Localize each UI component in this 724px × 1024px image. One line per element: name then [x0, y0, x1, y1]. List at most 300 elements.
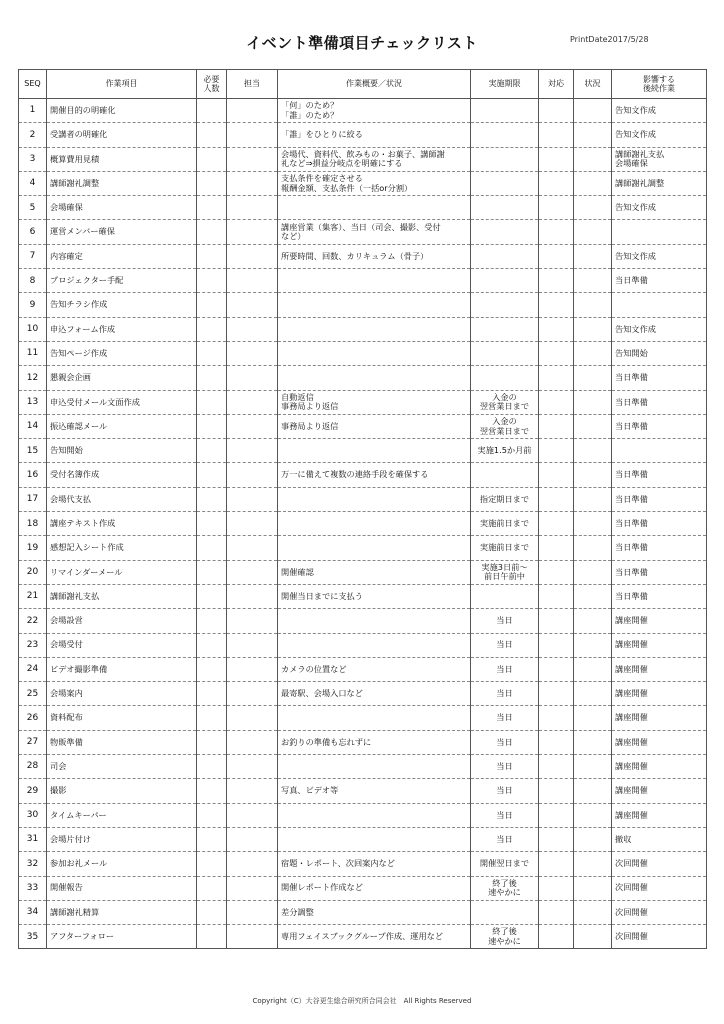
- owner-cell: [227, 803, 278, 827]
- summary-cell: 会場代、資料代、飲みもの・お菓子、講師謝 礼など⇒損益分岐点を明確にする: [278, 147, 471, 171]
- page-title: イベント準備項目チェックリスト: [246, 34, 478, 52]
- seq-cell: 29: [19, 779, 47, 803]
- people-cell: [197, 609, 227, 633]
- owner-cell: [227, 293, 278, 317]
- people-cell: [197, 852, 227, 876]
- deadline-cell: [471, 147, 539, 171]
- deadline-cell: [471, 123, 539, 147]
- task-cell: 感想記入シート作成: [47, 536, 197, 560]
- task-cell: 概算費用見積: [47, 147, 197, 171]
- owner-cell: [227, 633, 278, 657]
- task-cell: 告知開始: [47, 439, 197, 463]
- task-cell: 申込フォーム作成: [47, 317, 197, 341]
- table-row: [19, 123, 707, 147]
- response-cell: [539, 244, 574, 268]
- summary-cell: 写真、ビデオ等: [278, 779, 471, 803]
- table-row: [19, 244, 707, 268]
- affects-cell: 講座開催: [612, 706, 707, 730]
- task-cell: 受講者の明確化: [47, 123, 197, 147]
- affects-cell: 講座開催: [612, 730, 707, 754]
- header-affects: 影響する 後続作業: [612, 70, 707, 99]
- owner-cell: [227, 147, 278, 171]
- summary-cell: [278, 803, 471, 827]
- table-row: [19, 463, 707, 487]
- table-row: [19, 220, 707, 244]
- owner-cell: [227, 487, 278, 511]
- seq-cell: 1: [19, 99, 47, 123]
- affects-cell: 当日準備: [612, 512, 707, 536]
- status-cell: [574, 220, 612, 244]
- status-cell: [574, 317, 612, 341]
- affects-cell: 告知文作成: [612, 123, 707, 147]
- deadline-cell: [471, 584, 539, 608]
- table-row: [19, 560, 707, 584]
- affects-cell: [612, 220, 707, 244]
- status-cell: [574, 560, 612, 584]
- owner-cell: [227, 925, 278, 949]
- status-cell: [574, 755, 612, 779]
- task-cell: 運営メンバー確保: [47, 220, 197, 244]
- task-cell: 懇親会企画: [47, 366, 197, 390]
- affects-cell: 告知文作成: [612, 244, 707, 268]
- seq-cell: 24: [19, 657, 47, 681]
- summary-cell: お釣りの準備も忘れずに: [278, 730, 471, 754]
- table-row: [19, 633, 707, 657]
- response-cell: [539, 390, 574, 414]
- affects-cell: 講座開催: [612, 609, 707, 633]
- people-cell: [197, 147, 227, 171]
- people-cell: [197, 220, 227, 244]
- status-cell: [574, 439, 612, 463]
- people-cell: [197, 512, 227, 536]
- affects-cell: 次回開催: [612, 925, 707, 949]
- seq-cell: 19: [19, 536, 47, 560]
- owner-cell: [227, 463, 278, 487]
- affects-cell: 当日準備: [612, 584, 707, 608]
- task-cell: 開催目的の明確化: [47, 99, 197, 123]
- status-cell: [574, 536, 612, 560]
- header-response: 対応: [539, 70, 574, 99]
- task-cell: 講座テキスト作成: [47, 512, 197, 536]
- status-cell: [574, 900, 612, 924]
- response-cell: [539, 779, 574, 803]
- seq-cell: 5: [19, 196, 47, 220]
- seq-cell: 15: [19, 439, 47, 463]
- deadline-cell: [471, 220, 539, 244]
- people-cell: [197, 706, 227, 730]
- summary-cell: 自動返信 事務局より返信: [278, 390, 471, 414]
- people-cell: [197, 584, 227, 608]
- table-row: [19, 900, 707, 924]
- table-row: [19, 487, 707, 511]
- summary-cell: 講座営業（集客）、当日（司会、撮影、受付 など）: [278, 220, 471, 244]
- task-cell: タイムキーパー: [47, 803, 197, 827]
- deadline-cell: 実施前日まで: [471, 512, 539, 536]
- status-cell: [574, 779, 612, 803]
- seq-cell: 26: [19, 706, 47, 730]
- status-cell: [574, 876, 612, 900]
- table-row: [19, 755, 707, 779]
- status-cell: [574, 682, 612, 706]
- status-cell: [574, 584, 612, 608]
- task-cell: 告知ページ作成: [47, 341, 197, 365]
- deadline-cell: 入金の 翌営業日まで: [471, 390, 539, 414]
- owner-cell: [227, 414, 278, 438]
- status-cell: [574, 196, 612, 220]
- owner-cell: [227, 584, 278, 608]
- deadline-cell: [471, 196, 539, 220]
- seq-cell: 18: [19, 512, 47, 536]
- status-cell: [574, 171, 612, 195]
- table-row: [19, 827, 707, 851]
- table-row: [19, 682, 707, 706]
- seq-cell: 33: [19, 876, 47, 900]
- summary-cell: [278, 755, 471, 779]
- summary-cell: 支払条件を確定させる 報酬金額、支払条件（一括or分割）: [278, 171, 471, 195]
- owner-cell: [227, 171, 278, 195]
- task-cell: ビデオ撮影準備: [47, 657, 197, 681]
- response-cell: [539, 827, 574, 851]
- summary-cell: [278, 317, 471, 341]
- task-cell: 資料配布: [47, 706, 197, 730]
- table-row: [19, 293, 707, 317]
- owner-cell: [227, 512, 278, 536]
- people-cell: [197, 487, 227, 511]
- deadline-cell: [471, 171, 539, 195]
- affects-cell: 当日準備: [612, 269, 707, 293]
- status-cell: [574, 366, 612, 390]
- table-row: [19, 803, 707, 827]
- owner-cell: [227, 560, 278, 584]
- people-cell: [197, 171, 227, 195]
- people-cell: [197, 293, 227, 317]
- people-cell: [197, 414, 227, 438]
- seq-cell: 27: [19, 730, 47, 754]
- deadline-cell: [471, 317, 539, 341]
- header-deadline: 実施期限: [471, 70, 539, 99]
- seq-cell: 12: [19, 366, 47, 390]
- table-row: [19, 730, 707, 754]
- table-row: [19, 512, 707, 536]
- response-cell: [539, 512, 574, 536]
- table-row: [19, 609, 707, 633]
- owner-cell: [227, 220, 278, 244]
- seq-cell: 2: [19, 123, 47, 147]
- response-cell: [539, 876, 574, 900]
- status-cell: [574, 852, 612, 876]
- owner-cell: [227, 341, 278, 365]
- response-cell: [539, 633, 574, 657]
- deadline-cell: [471, 293, 539, 317]
- people-cell: [197, 560, 227, 584]
- seq-cell: 10: [19, 317, 47, 341]
- summary-cell: [278, 196, 471, 220]
- table-row: [19, 390, 707, 414]
- summary-cell: 「誰」をひとりに絞る: [278, 123, 471, 147]
- affects-cell: 次回開催: [612, 876, 707, 900]
- affects-cell: 当日準備: [612, 560, 707, 584]
- deadline-cell: [471, 269, 539, 293]
- people-cell: [197, 390, 227, 414]
- owner-cell: [227, 609, 278, 633]
- task-cell: 撮影: [47, 779, 197, 803]
- task-cell: 司会: [47, 755, 197, 779]
- table-row: [19, 171, 707, 195]
- response-cell: [539, 730, 574, 754]
- task-cell: 開催報告: [47, 876, 197, 900]
- task-cell: プロジェクター手配: [47, 269, 197, 293]
- deadline-cell: 当日: [471, 657, 539, 681]
- header-owner: 担当: [227, 70, 278, 99]
- seq-cell: 8: [19, 269, 47, 293]
- affects-cell: 当日準備: [612, 463, 707, 487]
- task-cell: 物販準備: [47, 730, 197, 754]
- affects-cell: 当日準備: [612, 414, 707, 438]
- people-cell: [197, 463, 227, 487]
- affects-cell: 告知開始: [612, 341, 707, 365]
- status-cell: [574, 803, 612, 827]
- summary-cell: [278, 439, 471, 463]
- task-cell: 講師謝礼調整: [47, 171, 197, 195]
- response-cell: [539, 341, 574, 365]
- response-cell: [539, 439, 574, 463]
- table-row: [19, 366, 707, 390]
- seq-cell: 16: [19, 463, 47, 487]
- response-cell: [539, 269, 574, 293]
- owner-cell: [227, 244, 278, 268]
- status-cell: [574, 730, 612, 754]
- affects-cell: 告知文作成: [612, 99, 707, 123]
- summary-cell: [278, 341, 471, 365]
- seq-cell: 13: [19, 390, 47, 414]
- seq-cell: 21: [19, 584, 47, 608]
- response-cell: [539, 171, 574, 195]
- status-cell: [574, 609, 612, 633]
- owner-cell: [227, 730, 278, 754]
- table-row: [19, 657, 707, 681]
- seq-cell: 17: [19, 487, 47, 511]
- affects-cell: 講師謝礼支払 会場確保: [612, 147, 707, 171]
- people-cell: [197, 196, 227, 220]
- people-cell: [197, 123, 227, 147]
- status-cell: [574, 487, 612, 511]
- owner-cell: [227, 439, 278, 463]
- table-row: [19, 99, 707, 123]
- seq-cell: 11: [19, 341, 47, 365]
- people-cell: [197, 317, 227, 341]
- people-cell: [197, 827, 227, 851]
- response-cell: [539, 99, 574, 123]
- response-cell: [539, 414, 574, 438]
- summary-cell: 宿題・レポート、次回案内など: [278, 852, 471, 876]
- affects-cell: 当日準備: [612, 536, 707, 560]
- summary-cell: 開催レポート作成など: [278, 876, 471, 900]
- response-cell: [539, 463, 574, 487]
- response-cell: [539, 560, 574, 584]
- summary-cell: [278, 487, 471, 511]
- affects-cell: [612, 293, 707, 317]
- deadline-cell: [471, 900, 539, 924]
- people-cell: [197, 633, 227, 657]
- status-cell: [574, 341, 612, 365]
- status-cell: [574, 269, 612, 293]
- task-cell: 申込受付メール文面作成: [47, 390, 197, 414]
- deadline-cell: 指定期日まで: [471, 487, 539, 511]
- task-cell: 会場代支払: [47, 487, 197, 511]
- owner-cell: [227, 657, 278, 681]
- summary-cell: [278, 269, 471, 293]
- table-row: [19, 536, 707, 560]
- status-cell: [574, 827, 612, 851]
- status-cell: [574, 293, 612, 317]
- affects-cell: 次回開催: [612, 852, 707, 876]
- people-cell: [197, 682, 227, 706]
- response-cell: [539, 852, 574, 876]
- status-cell: [574, 123, 612, 147]
- seq-cell: 14: [19, 414, 47, 438]
- table-row: [19, 341, 707, 365]
- summary-cell: [278, 366, 471, 390]
- deadline-cell: [471, 463, 539, 487]
- seq-cell: 34: [19, 900, 47, 924]
- task-cell: 会場受付: [47, 633, 197, 657]
- people-cell: [197, 730, 227, 754]
- summary-cell: 開催確認: [278, 560, 471, 584]
- deadline-cell: 当日: [471, 633, 539, 657]
- table-row: [19, 779, 707, 803]
- table-row: [19, 706, 707, 730]
- task-cell: 振込確認メール: [47, 414, 197, 438]
- task-cell: アフターフォロー: [47, 925, 197, 949]
- response-cell: [539, 147, 574, 171]
- seq-cell: 25: [19, 682, 47, 706]
- task-cell: 会場設営: [47, 609, 197, 633]
- seq-cell: 32: [19, 852, 47, 876]
- people-cell: [197, 755, 227, 779]
- owner-cell: [227, 827, 278, 851]
- task-cell: 会場案内: [47, 682, 197, 706]
- summary-cell: 所要時間、回数、カリキュラム（骨子）: [278, 244, 471, 268]
- task-cell: 講師謝礼支払: [47, 584, 197, 608]
- owner-cell: [227, 779, 278, 803]
- summary-cell: [278, 633, 471, 657]
- response-cell: [539, 366, 574, 390]
- status-cell: [574, 463, 612, 487]
- status-cell: [574, 390, 612, 414]
- copyright-notice: Copyright（C）大谷更生総合研究所合同会社 All Rights Reserved: [252, 997, 472, 1005]
- seq-cell: 22: [19, 609, 47, 633]
- response-cell: [539, 123, 574, 147]
- summary-cell: 事務局より返信: [278, 414, 471, 438]
- task-cell: 告知チラシ作成: [47, 293, 197, 317]
- people-cell: [197, 900, 227, 924]
- summary-cell: [278, 827, 471, 851]
- seq-cell: 9: [19, 293, 47, 317]
- owner-cell: [227, 99, 278, 123]
- affects-cell: 講師謝礼調整: [612, 171, 707, 195]
- affects-cell: 講座開催: [612, 633, 707, 657]
- seq-cell: 30: [19, 803, 47, 827]
- owner-cell: [227, 682, 278, 706]
- task-cell: 受付名簿作成: [47, 463, 197, 487]
- people-cell: [197, 244, 227, 268]
- affects-cell: 講座開催: [612, 657, 707, 681]
- affects-cell: [612, 439, 707, 463]
- task-cell: 会場確保: [47, 196, 197, 220]
- response-cell: [539, 536, 574, 560]
- people-cell: [197, 779, 227, 803]
- response-cell: [539, 803, 574, 827]
- table-row: [19, 317, 707, 341]
- table-row: [19, 876, 707, 900]
- response-cell: [539, 317, 574, 341]
- deadline-cell: 当日: [471, 755, 539, 779]
- people-cell: [197, 536, 227, 560]
- response-cell: [539, 220, 574, 244]
- deadline-cell: 入金の 翌営業日まで: [471, 414, 539, 438]
- status-cell: [574, 925, 612, 949]
- status-cell: [574, 414, 612, 438]
- seq-cell: 6: [19, 220, 47, 244]
- deadline-cell: 当日: [471, 682, 539, 706]
- response-cell: [539, 657, 574, 681]
- people-cell: [197, 876, 227, 900]
- seq-cell: 20: [19, 560, 47, 584]
- table-row: [19, 269, 707, 293]
- deadline-cell: 開催翌日まで: [471, 852, 539, 876]
- status-cell: [574, 147, 612, 171]
- summary-cell: [278, 512, 471, 536]
- seq-cell: 28: [19, 755, 47, 779]
- people-cell: [197, 341, 227, 365]
- deadline-cell: 当日: [471, 730, 539, 754]
- deadline-cell: 実施前日まで: [471, 536, 539, 560]
- summary-cell: 差分調整: [278, 900, 471, 924]
- deadline-cell: 当日: [471, 706, 539, 730]
- summary-cell: カメラの位置など: [278, 657, 471, 681]
- affects-cell: 当日準備: [612, 390, 707, 414]
- status-cell: [574, 706, 612, 730]
- header-people: 必要 人数: [197, 70, 227, 99]
- owner-cell: [227, 706, 278, 730]
- affects-cell: 講座開催: [612, 803, 707, 827]
- deadline-cell: 実施1.5か月前: [471, 439, 539, 463]
- table-row: [19, 439, 707, 463]
- response-cell: [539, 584, 574, 608]
- table-row: [19, 852, 707, 876]
- header-seq: SEQ: [19, 70, 47, 99]
- affects-cell: 講座開催: [612, 779, 707, 803]
- response-cell: [539, 609, 574, 633]
- owner-cell: [227, 317, 278, 341]
- seq-cell: 23: [19, 633, 47, 657]
- seq-cell: 4: [19, 171, 47, 195]
- deadline-cell: 当日: [471, 609, 539, 633]
- owner-cell: [227, 196, 278, 220]
- response-cell: [539, 293, 574, 317]
- affects-cell: 当日準備: [612, 366, 707, 390]
- affects-cell: 次回開催: [612, 900, 707, 924]
- summary-cell: 「何」のため？ 「誰」のため？: [278, 99, 471, 123]
- seq-cell: 3: [19, 147, 47, 171]
- owner-cell: [227, 900, 278, 924]
- table-row: [19, 584, 707, 608]
- owner-cell: [227, 269, 278, 293]
- people-cell: [197, 657, 227, 681]
- deadline-cell: [471, 99, 539, 123]
- seq-cell: 35: [19, 925, 47, 949]
- header-row: [19, 70, 707, 99]
